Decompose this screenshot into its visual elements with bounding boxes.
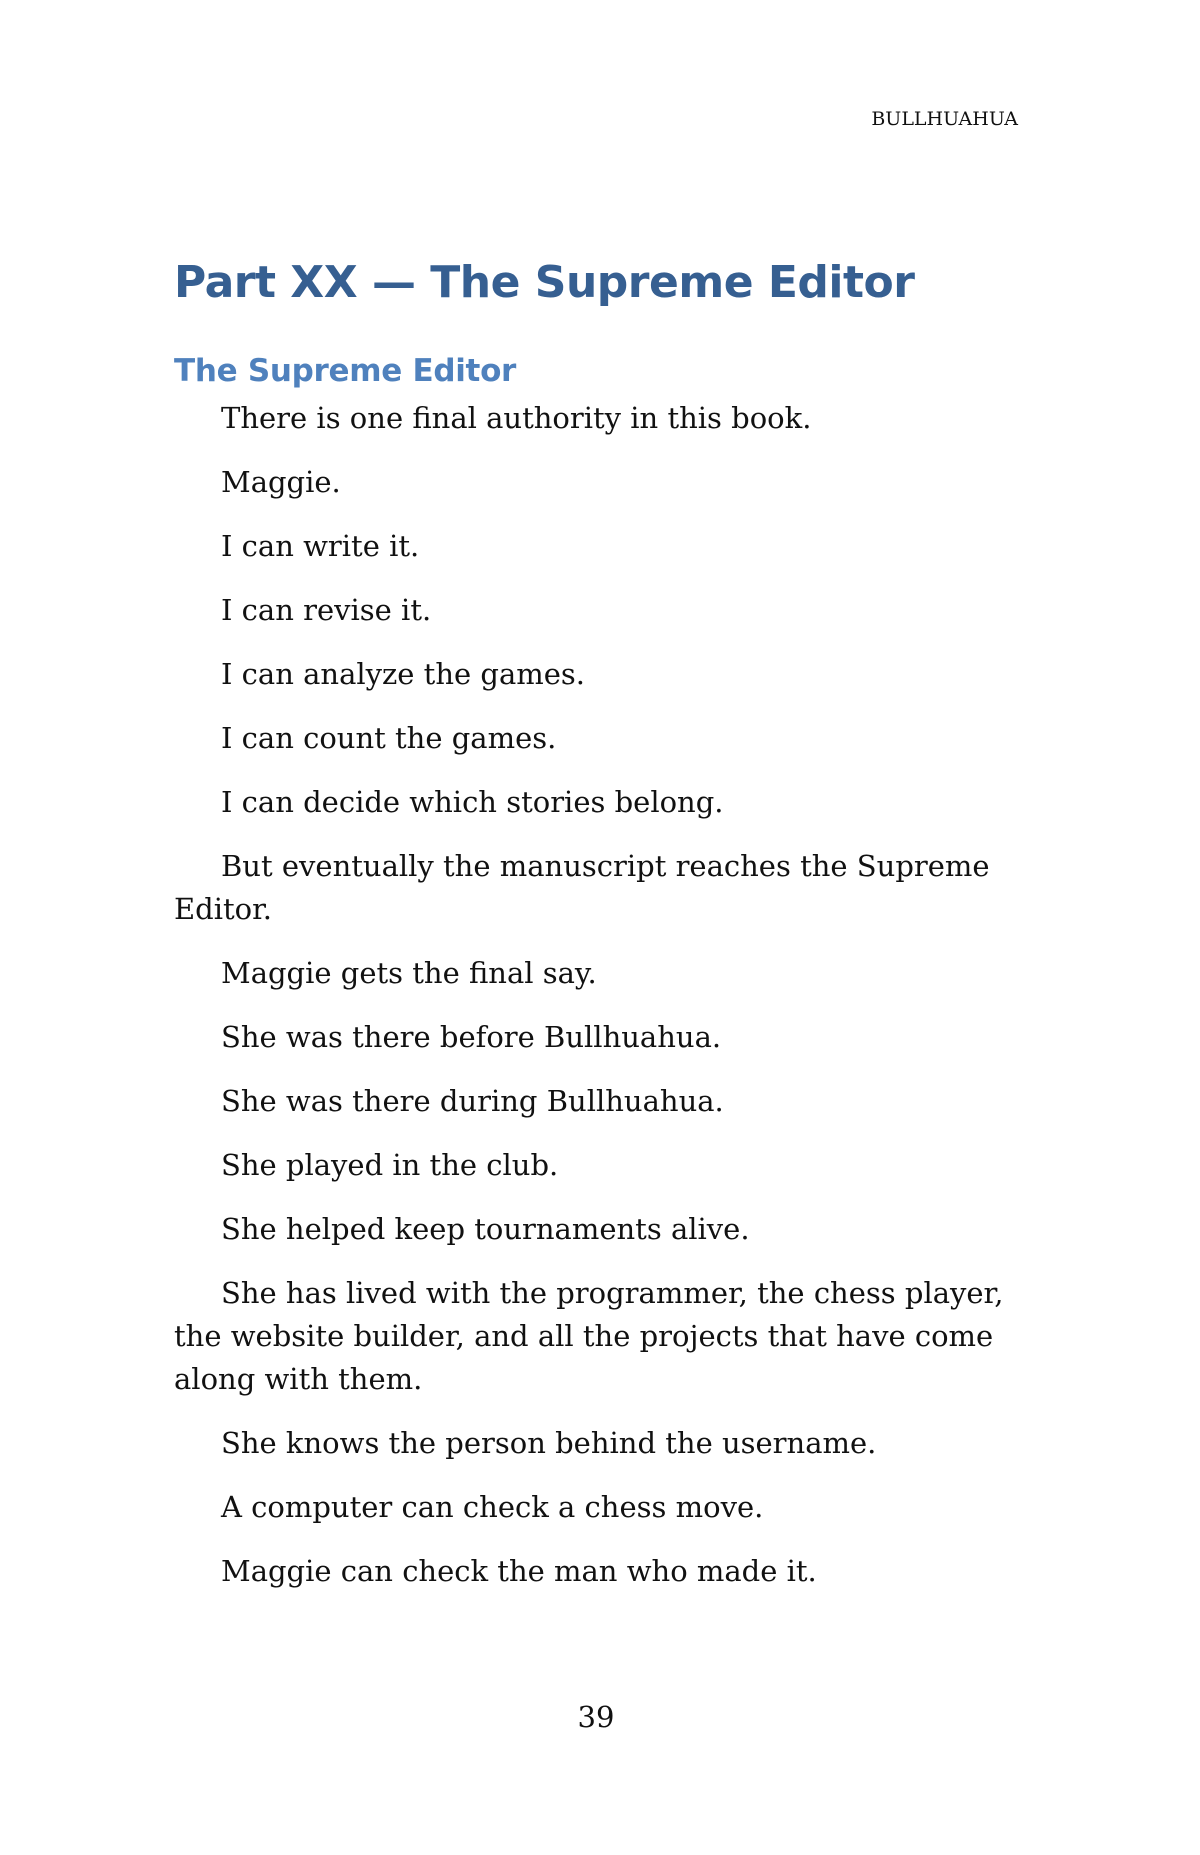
section-title: The Supreme Editor bbox=[174, 353, 517, 389]
page-content bbox=[174, 255, 1018, 1614]
paragraph: She helped keep tournaments alive. bbox=[221, 1212, 750, 1246]
paragraph: But eventually the manuscript reaches the Supreme Editor. bbox=[174, 849, 990, 926]
paragraph: She knows the person behind the username. bbox=[221, 1426, 877, 1460]
paragraph: I can count the games. bbox=[221, 721, 557, 755]
paragraph: A computer can check a chess move. bbox=[221, 1490, 764, 1524]
paragraph: I can revise it. bbox=[221, 593, 432, 627]
paragraph: Maggie gets the final say. bbox=[221, 956, 597, 990]
paragraph: Maggie. bbox=[221, 465, 341, 499]
paragraph: She played in the club. bbox=[221, 1148, 559, 1182]
paragraph: She has lived with the programmer, the chess player, the website builder, and all the projects that have come along with them. bbox=[174, 1276, 1004, 1396]
page-number: 39 bbox=[577, 1700, 615, 1734]
paragraph: There is one final authority in this book. bbox=[221, 401, 812, 435]
running-header: BULLHUAHUA bbox=[871, 108, 1018, 130]
paragraph: I can decide which stories belong. bbox=[221, 785, 724, 819]
paragraph: She was there before Bullhuahua. bbox=[221, 1020, 722, 1054]
paragraph: She was there during Bullhuahua. bbox=[221, 1084, 724, 1118]
paragraph: Maggie can check the man who made it. bbox=[221, 1554, 817, 1588]
part-title: Part XX — The Supreme Editor bbox=[174, 257, 915, 308]
paragraph: I can write it. bbox=[221, 529, 420, 563]
paragraph: I can analyze the games. bbox=[221, 657, 586, 691]
